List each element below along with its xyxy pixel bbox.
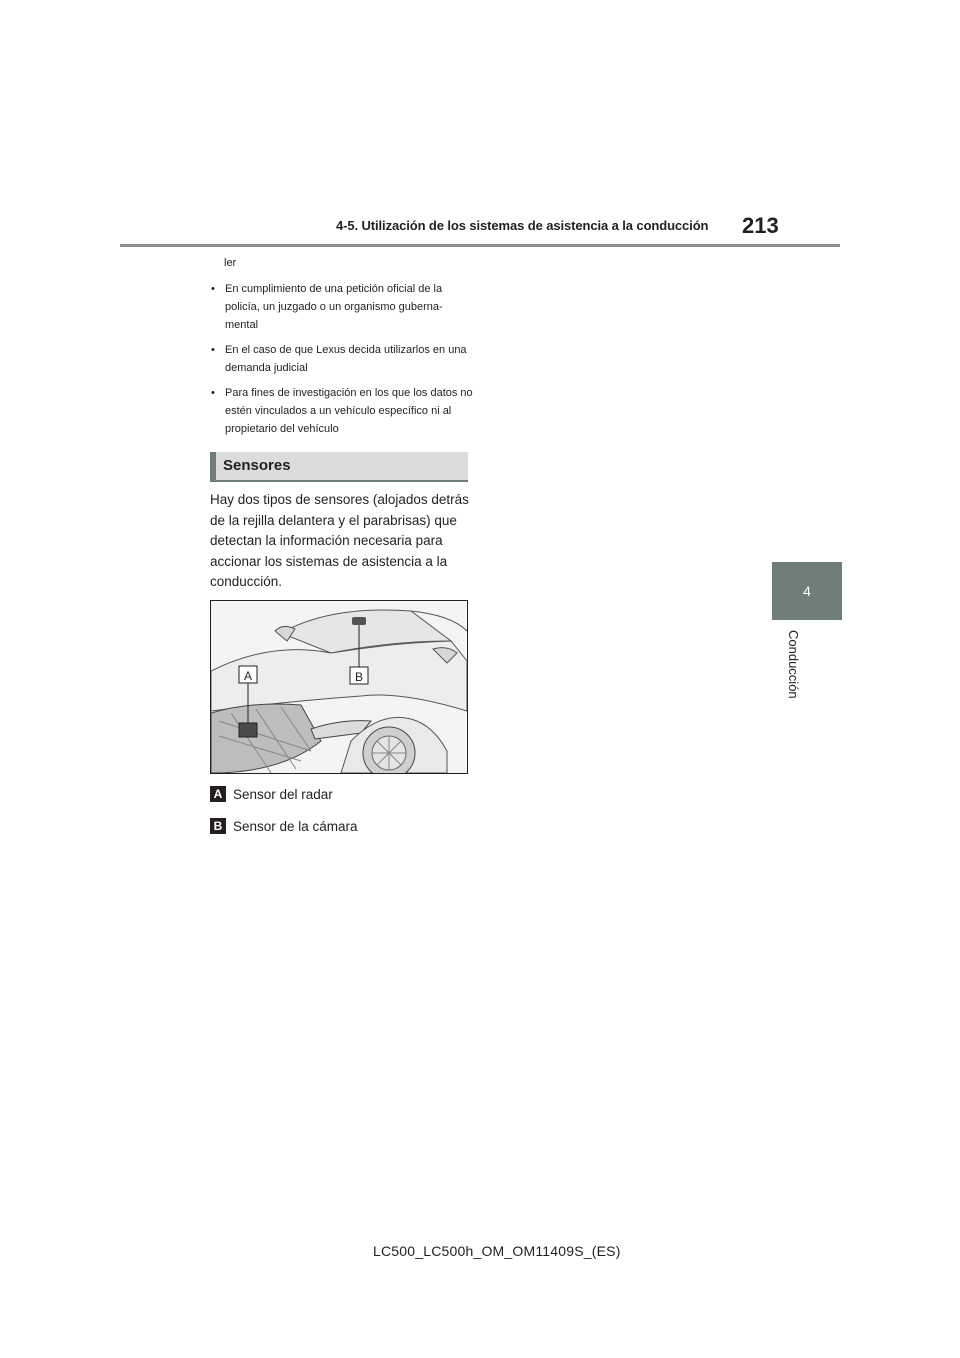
chapter-number: 4: [803, 583, 811, 599]
legend-row-a: [210, 785, 333, 803]
car-drawing: [211, 601, 467, 773]
bullet-icon: •: [211, 344, 215, 356]
callout-a-label: A: [243, 669, 253, 683]
chapter-tab: [772, 562, 842, 620]
bullet-icon: •: [211, 387, 215, 399]
callout-b-label: B: [354, 670, 364, 684]
chapter-label: Conducción: [786, 630, 801, 699]
list-item: • En cumplimiento de una petición oficial de la policía, un juzgado o un organismo guberna-mental: [211, 280, 473, 334]
car-illustration: [210, 600, 468, 774]
page-number: 213: [742, 213, 779, 238]
continuation-text: ler: [224, 257, 237, 269]
legend-text-a: Sensor del radar: [233, 786, 333, 802]
legend-text-b: Sensor de la cámara: [233, 818, 358, 834]
list-item: • En el caso de que Lexus decida utilizarlos en una demanda judicial: [211, 341, 473, 377]
section-header: [210, 452, 468, 482]
header-section-title: 4-5. Utilización de los sistemas de asistencia a la conducción: [336, 218, 709, 233]
legend-key-b: B: [210, 818, 226, 834]
legend-row-b: [210, 817, 358, 835]
list-item: • Para fines de investigación en los que los datos no estén vinculados a un vehículo específico ni al propietario del vehículo: [211, 384, 473, 438]
bullet-list: [211, 280, 473, 445]
legend-key-a: A: [210, 786, 226, 802]
section-title: Sensores: [223, 457, 291, 474]
header-rule: [120, 244, 840, 247]
section-header-bar: [210, 452, 216, 480]
section-paragraph: Hay dos tipos de sensores (alojados detrás de la rejilla delantera y el parabrisas) que detectan la información necesaria para accionar los sistemas de asistencia a la conducción.: [210, 492, 469, 589]
bullet-icon: •: [211, 283, 215, 295]
document-code: LC500_LC500h_OM_OM11409S_(ES): [373, 1243, 621, 1259]
